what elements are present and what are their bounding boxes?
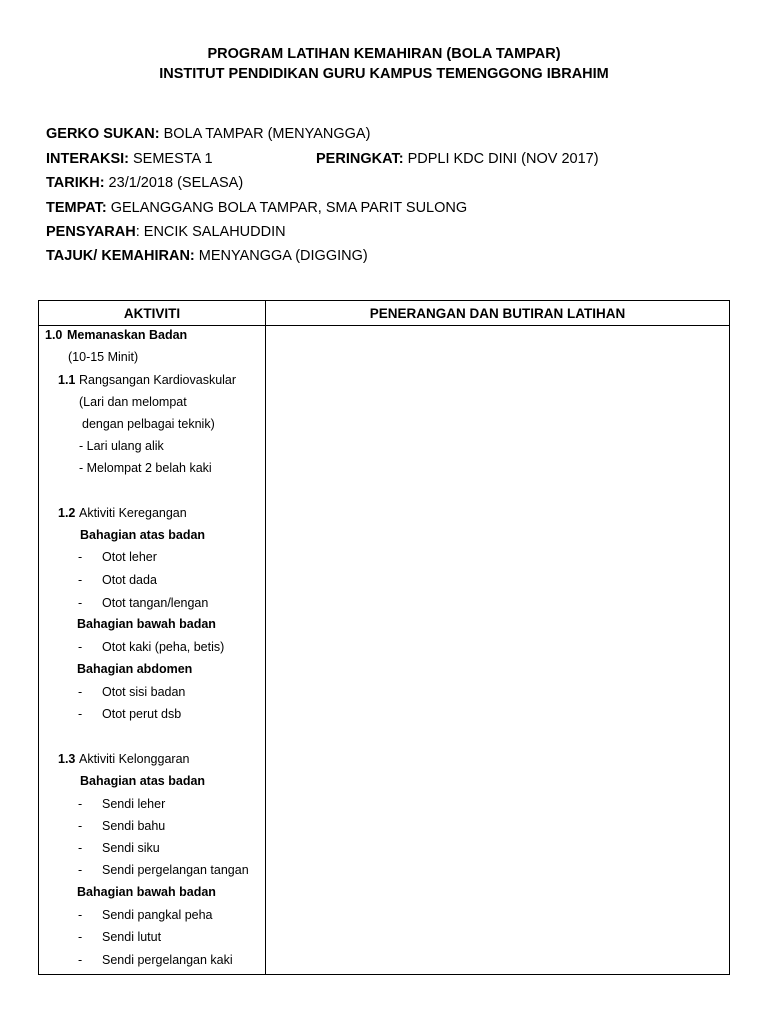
activity-table <box>38 300 730 975</box>
gerko-label: GERKO SUKAN: <box>46 126 160 142</box>
info-interaksi <box>46 150 213 168</box>
section-1-3-title: Aktiviti Kelonggaran <box>79 752 190 766</box>
section-1-2-bawah-heading: Bahagian bawah badan <box>77 617 216 631</box>
gerko-value: BOLA TAMPAR (MENYANGGA) <box>159 126 371 142</box>
list-item: Otot kaki (peha, betis) <box>102 640 225 654</box>
list-item: Sendi siku <box>102 841 160 855</box>
interaksi-value: SEMESTA 1 <box>128 151 213 167</box>
section-1-0-number: 1.0 <box>45 328 63 342</box>
section-1-1-number: 1.1 <box>58 373 76 387</box>
section-1-2-title: Aktiviti Keregangan <box>79 506 187 520</box>
dash: - <box>78 841 83 855</box>
dash: - <box>78 596 83 610</box>
section-1-1-line1: (Lari dan melompat <box>79 395 187 409</box>
column-header-penerangan: PENERANGAN DAN BUTIRAN LATIHAN <box>266 301 730 326</box>
aktiviti-cell <box>39 326 266 975</box>
tempat-value: GELANGGANG BOLA TAMPAR, SMA PARIT SULONG <box>106 200 468 216</box>
info-tajuk <box>46 247 368 265</box>
tarikh-label: TARIKH: <box>46 175 105 191</box>
tajuk-value: MENYANGGA (DIGGING) <box>194 248 368 264</box>
section-1-1-line2: dengan pelbagai teknik) <box>82 417 215 431</box>
dash: - <box>78 573 83 587</box>
list-item: Otot dada <box>102 573 157 587</box>
document-title-line2: INSTITUT PENDIDIKAN GURU KAMPUS TEMENGGONG IBRAHIM <box>159 66 609 82</box>
info-tempat <box>46 199 467 217</box>
list-item: Otot leher <box>102 550 157 564</box>
interaksi-label: INTERAKSI: <box>46 151 129 167</box>
table-body-row <box>39 326 730 975</box>
list-item: Otot sisi badan <box>102 685 186 699</box>
info-pensyarah <box>46 223 286 241</box>
dash: - <box>78 863 83 877</box>
section-1-3-atas-heading: Bahagian atas badan <box>80 774 206 788</box>
section-1-0-title: Memanaskan Badan <box>67 328 188 342</box>
dash: - <box>78 550 83 564</box>
list-item: Sendi pergelangan kaki <box>102 953 233 967</box>
peringkat-value: PDPLI KDC DINI (NOV 2017) <box>403 151 599 167</box>
tajuk-label: TAJUK/ KEMAHIRAN: <box>46 248 195 264</box>
penerangan-cell <box>266 326 730 975</box>
list-item: Sendi lutut <box>102 930 162 944</box>
section-1-1-title: Rangsangan Kardiovaskular <box>79 373 237 387</box>
table-header-row <box>39 301 730 326</box>
tarikh-value: 23/1/2018 (SELASA) <box>104 175 244 191</box>
dash: - <box>78 685 83 699</box>
list-item: Sendi pergelangan tangan <box>102 863 249 877</box>
info-gerko <box>46 125 370 143</box>
pensyarah-label: PENSYARAH <box>46 224 136 240</box>
dash: - <box>78 819 83 833</box>
list-item: Sendi bahu <box>102 819 166 833</box>
document-title-line1: PROGRAM LATIHAN KEMAHIRAN (BOLA TAMPAR) <box>207 46 561 62</box>
info-peringkat <box>316 150 599 168</box>
dash: - <box>78 930 83 944</box>
section-1-3-bawah-heading: Bahagian bawah badan <box>77 885 216 899</box>
dash: - <box>78 797 83 811</box>
section-1-1-line3: - Lari ulang alik <box>79 439 164 453</box>
list-item: Sendi pangkal peha <box>102 908 213 922</box>
pensyarah-value: : ENCIK SALAHUDDIN <box>135 224 286 240</box>
section-1-3-number: 1.3 <box>58 752 76 766</box>
list-item: Sendi leher <box>102 797 166 811</box>
list-item: Otot tangan/lengan <box>102 596 209 610</box>
dash: - <box>78 908 83 922</box>
section-1-2-atas-heading: Bahagian atas badan <box>80 528 206 542</box>
dash: - <box>78 640 83 654</box>
section-1-2-abdomen-heading: Bahagian abdomen <box>77 662 193 676</box>
info-tarikh <box>46 174 243 192</box>
peringkat-label: PERINGKAT: <box>316 151 404 167</box>
section-1-1-line4: - Melompat 2 belah kaki <box>79 461 212 475</box>
aktiviti-content <box>39 326 265 974</box>
list-item: Otot perut dsb <box>102 707 182 721</box>
section-1-0-time: (10-15 Minit) <box>68 350 139 364</box>
section-1-2-number: 1.2 <box>58 506 76 520</box>
column-header-aktiviti: AKTIVITI <box>39 301 266 326</box>
tempat-label: TEMPAT: <box>46 200 107 216</box>
dash: - <box>78 707 83 721</box>
dash: - <box>78 953 83 967</box>
